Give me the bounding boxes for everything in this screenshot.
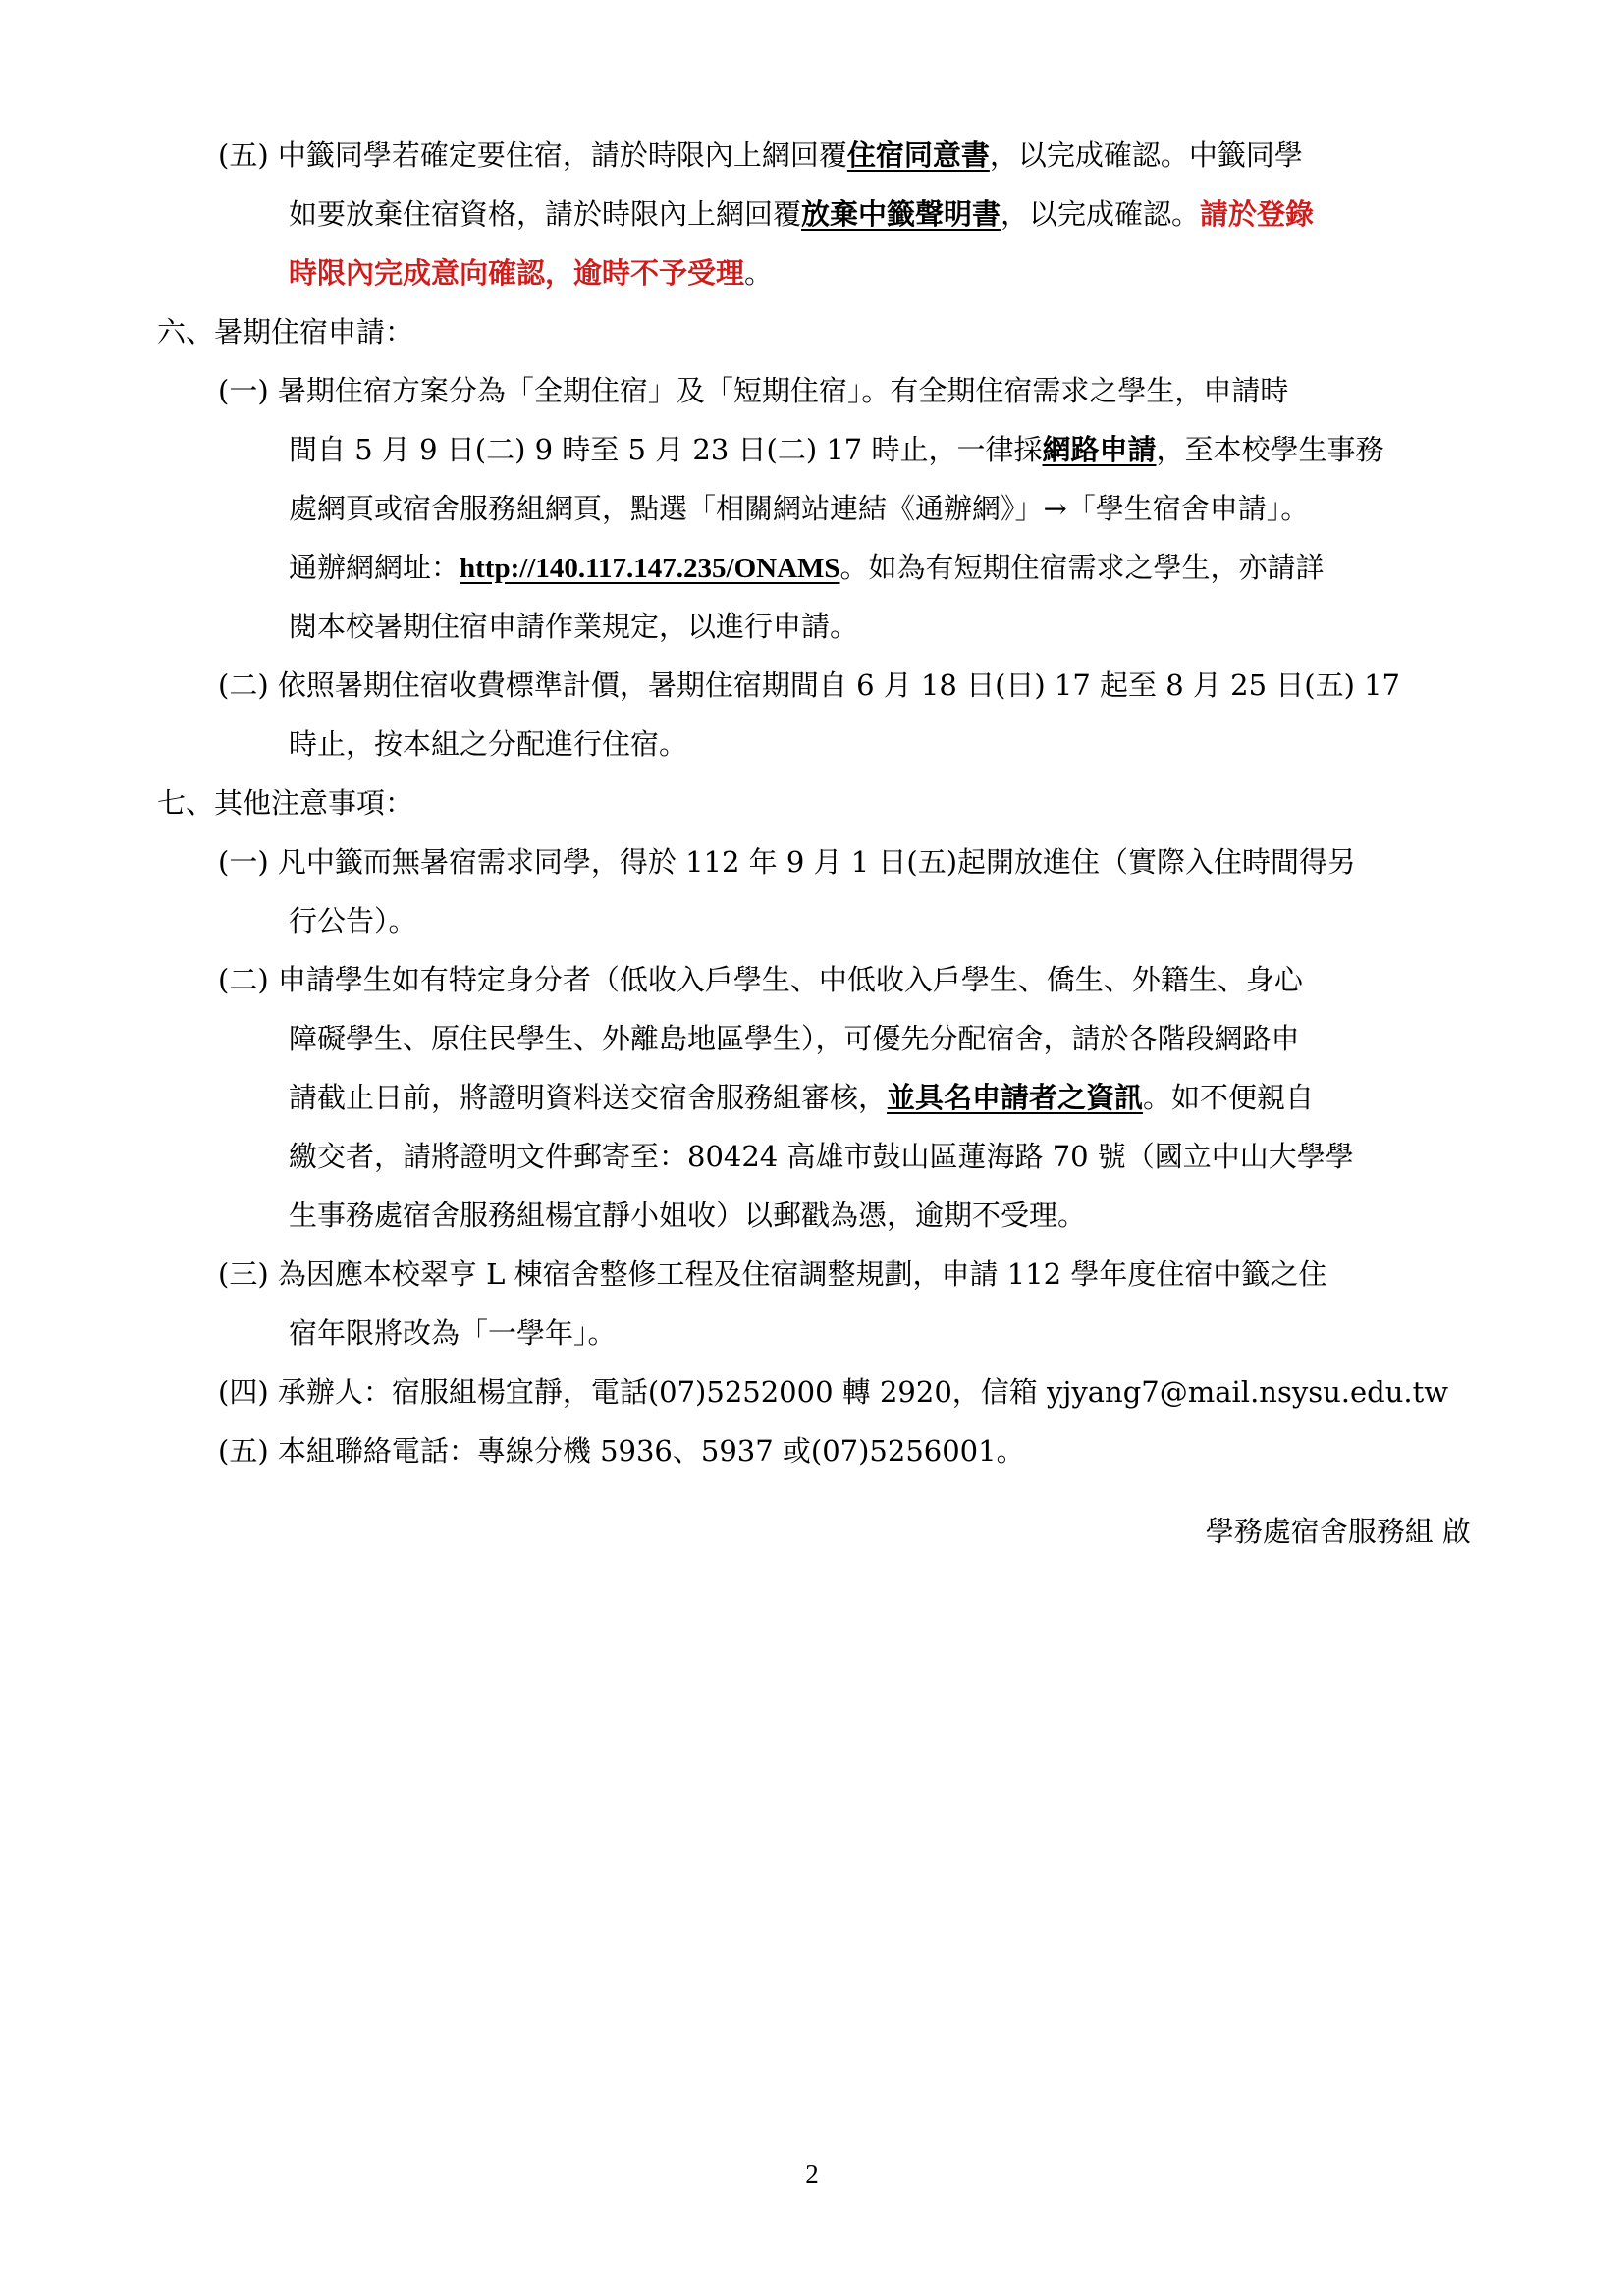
text: ，至本校學生事務 [1156,433,1384,466]
page-number: 2 [805,2160,819,2189]
text: (五) 中籤同學若確定要住宿，請於時限內上網回覆 [218,138,847,172]
text: 。如為有短期住宿需求之學生，亦請詳 [839,551,1325,584]
text: 。 [744,256,774,290]
s7-item2-line2: 障礙學生、原住民學生、外離島地區學生），可優先分配宿舍，請於各階段網路申 [289,1022,1300,1055]
s6-item1-line1: (一) 暑期住宿方案分為「全期住宿」及「短期住宿」。有全期住宿需求之學生，申請時 [218,374,1289,407]
s6-item1-line4 [289,548,1325,588]
text: ，以完成確認。 [1001,197,1201,231]
s7-item2-line3 [289,1078,1314,1117]
s7-item1-line2: 行公告）。 [289,904,417,937]
s5-item5-line2 [289,194,1314,234]
section-7-title: 七、其他注意事項： [157,786,414,820]
s7-item3-line2: 宿年限將改為「一學年」。 [289,1316,617,1350]
onams-url-link[interactable]: http://140.117.147.235/ONAMS [460,553,840,584]
section-6-title: 六、暑期住宿申請： [157,315,414,348]
signature: 學務處宿舍服務組 啟 [1205,1515,1471,1548]
s6-item2-line2: 時止，按本組之分配進行住宿。 [289,727,688,761]
warning-text: 時限內完成意向確認，逾時不予受理 [289,256,745,290]
s7-item5-phone: (五) 本組聯絡電話：專線分機 5936、5937 或(07)5256001。 [218,1434,1025,1468]
warning-text: 請於登錄 [1200,197,1315,231]
text: 如要放棄住宿資格，請於時限內上網回覆 [289,197,802,231]
s5-item5-line1 [218,135,1303,175]
text: 。如不便親自 [1143,1081,1315,1114]
applicant-info-text: 並具名申請者之資訊 [887,1081,1144,1114]
s7-item1-line1: (一) 凡中籤而無暑宿需求同學，得於 112 年 9 月 1 日(五)起開放進住（實際入住時間得另 [218,845,1357,879]
s5-item5-line3 [289,253,773,293]
text: 通辦網網址： [289,551,460,584]
text: ，以完成確認。中籤同學 [989,138,1303,172]
waiver-form-text: 放棄中籤聲明書 [801,197,1001,231]
s7-item4-contact: (四) 承辦人：宿服組楊宜靜，電話(07)5252000 轉 2920，信箱 yjyang7@mail.nsysu.edu.tw [218,1375,1449,1409]
online-application-text: 網路申請 [1042,433,1157,466]
s6-item2-line1: (二) 依照暑期住宿收費標準計價，暑期住宿期間自 6 月 18 日(日) 17 起至 8 月 25 日(五) 17 [218,668,1401,702]
s6-item1-line5: 閱本校暑期住宿申請作業規定，以進行申請。 [289,610,859,643]
consent-form-link-text: 住宿同意書 [846,138,990,172]
s6-item1-line2 [289,430,1384,469]
s7-item2-line1: (二) 申請學生如有特定身分者（低收入戶學生、中低收入戶學生、僑生、外籍生、身心 [218,963,1303,996]
text: 間自 5 月 9 日(二) 9 時至 5 月 23 日(二) 17 時止，一律採 [289,433,1043,466]
text: 請截止日前，將證明資料送交宿舍服務組審核， [289,1081,888,1114]
s7-item2-line4: 繳交者，請將證明文件郵寄至：80424 高雄市鼓山區蓮海路 70 號（國立中山大學學 [289,1140,1354,1173]
s7-item3-line1: (三) 為因應本校翠亨 L 棟宿舍整修工程及住宿調整規劃，申請 112 學年度住宿中籤之住 [218,1257,1327,1291]
s6-item1-line3: 處網頁或宿舍服務組網頁，點選「相關網站連結《通辦網》」→「學生宿舍申請」。 [289,492,1310,525]
s7-item2-line5: 生事務處宿舍服務組楊宜靜小姐收）以郵戳為憑，逾期不受理。 [289,1199,1087,1232]
